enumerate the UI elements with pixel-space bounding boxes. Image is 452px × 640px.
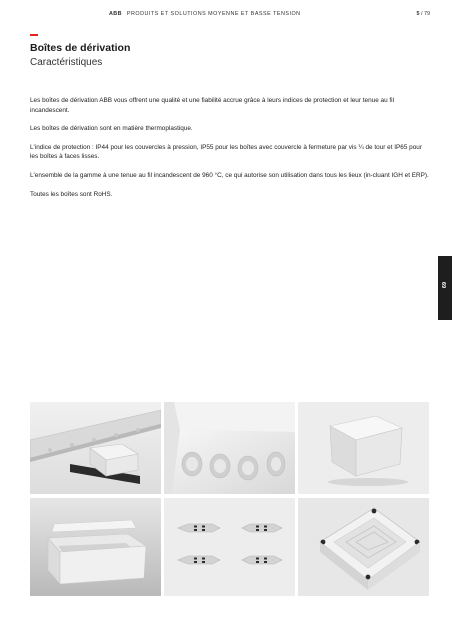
photo-box-membrane xyxy=(298,498,429,596)
running-header xyxy=(109,11,301,17)
section-label: PRODUITS ET SOLUTIONS MOYENNE ET BASSE TENSION xyxy=(126,11,301,17)
photo-box-open xyxy=(30,498,161,596)
paragraph: Toutes les boîtes sont RoHS. xyxy=(30,190,113,198)
brand-label: ABB xyxy=(109,11,122,17)
side-tab-label: 69 xyxy=(442,281,448,289)
photo-box-on-rail xyxy=(30,402,161,494)
photo-mounting-brackets xyxy=(164,498,295,596)
page-total: / 79 xyxy=(421,11,430,17)
page-title: Boîtes de dérivation xyxy=(30,42,131,54)
photo-box-knockouts xyxy=(164,402,295,494)
page-number xyxy=(417,11,431,17)
page-current: 5 xyxy=(416,11,420,17)
side-tab[interactable] xyxy=(438,256,452,320)
paragraph: Les boîtes de dérivation ABB vous offrent une qualité et une fiabilité accrue grâce à leurs indices de protection et leur tenue au fil incandescent. xyxy=(30,97,395,114)
accent-bar xyxy=(30,34,38,36)
paragraph: L'indice de protection : IP44 pour les couvercles à pression, IP55 pour les boîtes avec couvercle à fermeture par vis ¼ de tour et IP65 pour les boîtes à faces lisses. xyxy=(30,143,422,161)
photo-box-closed xyxy=(298,402,429,494)
body-text xyxy=(30,96,430,208)
page-subtitle: Caractéristiques xyxy=(30,57,103,68)
paragraph: Les boîtes de dérivation sont en matière thermoplastique. xyxy=(30,125,193,133)
paragraph: L'ensemble de la gamme à une tenue au fil incandescent de 960 °C, ce qui autorise son utilisation dans tous les lieux (in-cluant IGH et ERP). xyxy=(30,171,429,179)
